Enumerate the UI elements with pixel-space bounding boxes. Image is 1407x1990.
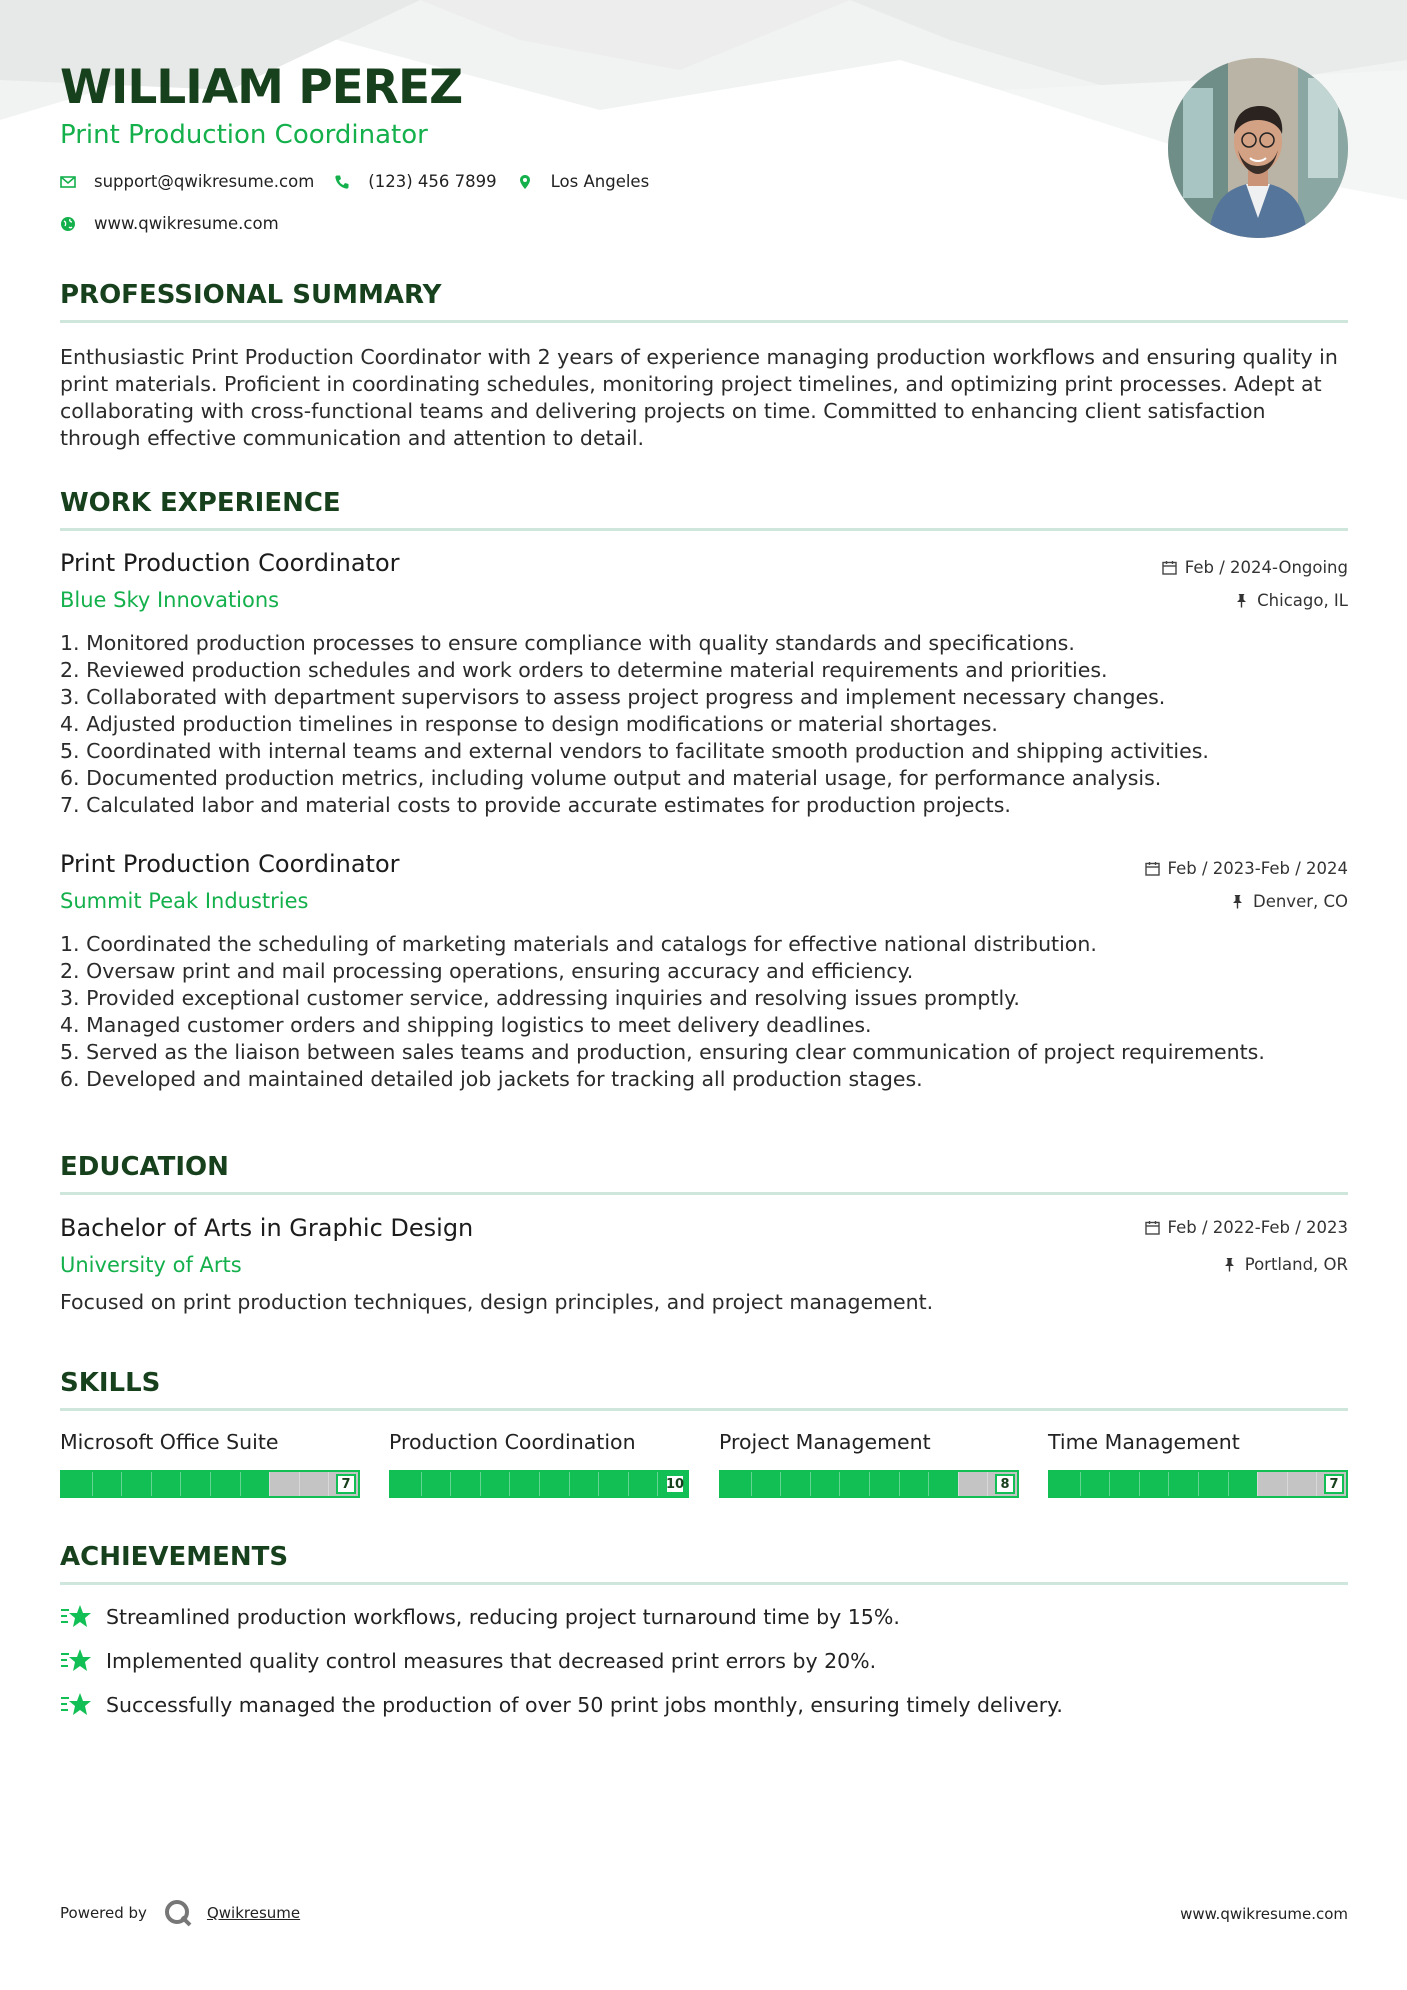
job-dates-text: Feb / 2023-Feb / 2024 — [1167, 859, 1348, 878]
achievement-item — [60, 1691, 1063, 1719]
brand-link[interactable]: Qwikresume — [206, 1904, 301, 1922]
star-badge-icon — [60, 1603, 92, 1631]
skill-bar-segment — [1228, 1472, 1229, 1496]
skill-bar-segment — [299, 1472, 300, 1496]
achievement-text: Successfully managed the production of over 50 print jobs monthly, ensuring timely delivery. — [106, 1693, 1063, 1717]
achievement-text: Streamlined production workflows, reducing project turnaround time by 15%. — [106, 1605, 900, 1629]
star-badge-icon — [60, 1647, 92, 1675]
pushpin-icon — [1234, 593, 1249, 608]
skill-level-fill — [62, 1472, 269, 1496]
contact-location — [517, 172, 650, 191]
list-item: 7. Calculated labor and material costs to provide accurate estimates for production projects. — [60, 793, 1011, 817]
skill-bar-segment — [1316, 1472, 1317, 1496]
location-text: Los Angeles — [550, 172, 650, 191]
skill-bar-segment — [450, 1472, 451, 1496]
achievement-item — [60, 1603, 900, 1631]
skill-item — [60, 1430, 360, 1498]
skill-bar-segment — [928, 1472, 929, 1496]
skill-bar-segment — [210, 1472, 211, 1496]
skill-level-fill — [1050, 1472, 1257, 1496]
profile-photo — [1168, 58, 1348, 238]
globe-icon — [60, 216, 76, 232]
skill-bar-segment — [1080, 1472, 1081, 1496]
calendar-icon — [1145, 1220, 1160, 1235]
pushpin-icon — [1230, 894, 1245, 909]
skill-bar-segment — [780, 1472, 781, 1496]
contact-row-2 — [60, 214, 299, 233]
list-item: 4. Managed customer orders and shipping logistics to meet delivery deadlines. — [60, 1013, 872, 1037]
star-badge-icon — [60, 1691, 92, 1719]
skill-level-value: 7 — [1324, 1474, 1344, 1494]
section-title-skills: SKILLS — [60, 1368, 1348, 1411]
job-title: Print Production Coordinator — [60, 850, 400, 878]
list-item: 3. Collaborated with department supervisors to assess project progress and implement necessary changes. — [60, 685, 1166, 709]
achievement-text: Implemented quality control measures that decreased print errors by 20%. — [106, 1649, 877, 1673]
section-title-experience: WORK EXPERIENCE — [60, 488, 1348, 531]
contact-email[interactable] — [60, 172, 314, 191]
footer-url[interactable]: www.qwikresume.com — [1180, 1905, 1348, 1923]
skill-bar-segment — [1257, 1472, 1258, 1496]
calendar-icon — [1162, 560, 1177, 575]
education-school: University of Arts — [60, 1253, 242, 1277]
resume-page — [60, 0, 1348, 1990]
skill-bar-segment — [657, 1472, 658, 1496]
skill-bar-segment — [1168, 1472, 1169, 1496]
education-location — [1222, 1255, 1348, 1274]
skill-bar-segment — [810, 1472, 811, 1496]
candidate-role: Print Production Coordinator — [60, 120, 428, 150]
section-title-summary: PROFESSIONAL SUMMARY — [60, 280, 1348, 323]
skill-level-bar — [60, 1470, 360, 1498]
email-text: support@qwikresume.com — [94, 172, 315, 191]
skill-bar-segment — [1109, 1472, 1110, 1496]
section-title-education: EDUCATION — [60, 1152, 1348, 1195]
skill-bar-segment — [1139, 1472, 1140, 1496]
skill-bar-segment — [569, 1472, 570, 1496]
footer-powered-by — [60, 1898, 300, 1928]
education-degree: Bachelor of Arts in Graphic Design — [60, 1214, 474, 1242]
education-description: Focused on print production techniques, design principles, and project management. — [60, 1290, 934, 1314]
pushpin-icon — [1222, 1257, 1237, 1272]
job-location — [1230, 892, 1348, 911]
job-dates-text: Feb / 2024-Ongoing — [1184, 558, 1348, 577]
job-location-text: Chicago, IL — [1257, 591, 1348, 610]
skill-level-value: 10 — [665, 1474, 685, 1494]
skill-bar-segment — [899, 1472, 900, 1496]
candidate-name: WILLIAM PEREZ — [60, 60, 463, 115]
qwikresume-logo-icon — [163, 1898, 193, 1928]
phone-icon — [334, 174, 350, 190]
skill-bar-segment — [269, 1472, 270, 1496]
skill-bar-segment — [480, 1472, 481, 1496]
envelope-icon — [60, 174, 76, 190]
skill-level-bar — [719, 1470, 1019, 1498]
skill-bar-segment — [328, 1472, 329, 1496]
list-item: 4. Adjusted production timelines in response to design modifications or material shortages. — [60, 712, 998, 736]
contact-website[interactable] — [60, 214, 279, 233]
education-location-text: Portland, OR — [1244, 1255, 1348, 1274]
skill-bar-segment — [240, 1472, 241, 1496]
skill-bar-segment — [539, 1472, 540, 1496]
achievement-item — [60, 1647, 876, 1675]
education-dates — [1145, 1218, 1348, 1237]
list-item: 1. Monitored production processes to ensure compliance with quality standards and specifications. — [60, 631, 1075, 655]
job-location-text: Denver, CO — [1252, 892, 1348, 911]
skill-bar-segment — [598, 1472, 599, 1496]
skill-name: Microsoft Office Suite — [60, 1430, 279, 1454]
skill-bar-segment — [751, 1472, 752, 1496]
map-pin-icon — [517, 174, 533, 190]
skill-bar-segment — [509, 1472, 510, 1496]
skill-level-bar — [1048, 1470, 1348, 1498]
skill-bar-segment — [1198, 1472, 1199, 1496]
skill-item — [389, 1430, 689, 1498]
website-text: www.qwikresume.com — [94, 214, 279, 233]
list-item: 5. Coordinated with internal teams and external vendors to facilitate smooth production and shipping activities. — [60, 739, 1209, 763]
list-item: 6. Documented production metrics, including volume output and material usage, for performance analysis. — [60, 766, 1162, 790]
calendar-icon — [1145, 861, 1160, 876]
skill-level-value: 7 — [336, 1474, 356, 1494]
job-bullet-list — [60, 931, 1348, 1093]
job-bullet-list — [60, 630, 1348, 819]
job-title: Print Production Coordinator — [60, 549, 400, 577]
skill-level-bar — [389, 1470, 689, 1498]
list-item: 3. Provided exceptional customer service, addressing inquiries and resolving issues promptly. — [60, 986, 1020, 1010]
skill-bar-segment — [1287, 1472, 1288, 1496]
list-item: 5. Served as the liaison between sales teams and production, ensuring clear communication of project requirements. — [60, 1040, 1265, 1064]
job-dates — [1145, 859, 1348, 878]
skill-name: Project Management — [719, 1430, 931, 1454]
job-company: Summit Peak Industries — [60, 889, 309, 913]
summary-text: Enthusiastic Print Production Coordinator with 2 years of experience managing production workflows and ensuring quality in print materials. Proficient in coordinating schedules, monitoring project timelines, and optimizing print processes. Adept at collaborating with cross-functional teams and delivering projects on time. Committed to enhancing client satisfaction through effective communication and attention to detail. — [60, 345, 1338, 450]
list-item: 6. Developed and maintained detailed job jackets for tracking all production stages. — [60, 1067, 923, 1091]
skill-bar-segment — [869, 1472, 870, 1496]
skill-bar-segment — [839, 1472, 840, 1496]
skill-bar-segment — [121, 1472, 122, 1496]
job-location — [1234, 591, 1348, 610]
skill-bar-segment — [628, 1472, 629, 1496]
education-dates-text: Feb / 2022-Feb / 2023 — [1167, 1218, 1348, 1237]
job-dates — [1162, 558, 1348, 577]
skill-bar-segment — [958, 1472, 959, 1496]
powered-by-label: Powered by — [60, 1904, 147, 1922]
list-item: 2. Oversaw print and mail processing operations, ensuring accuracy and efficiency. — [60, 959, 914, 983]
skill-bar-segment — [180, 1472, 181, 1496]
skill-level-value: 8 — [995, 1474, 1015, 1494]
contact-row — [60, 172, 669, 191]
skill-item — [719, 1430, 1019, 1498]
list-item: 1. Coordinated the scheduling of marketing materials and catalogs for effective national distribution. — [60, 932, 1097, 956]
job-company: Blue Sky Innovations — [60, 588, 280, 612]
skill-name: Time Management — [1048, 1430, 1240, 1454]
list-item: 2. Reviewed production schedules and work orders to determine material requirements and priorities. — [60, 658, 1108, 682]
skill-bar-segment — [92, 1472, 93, 1496]
skill-item — [1048, 1430, 1348, 1498]
skill-name: Production Coordination — [389, 1430, 636, 1454]
section-title-achievements: ACHIEVEMENTS — [60, 1542, 1348, 1585]
contact-phone[interactable] — [334, 172, 496, 191]
skill-bar-segment — [151, 1472, 152, 1496]
skill-bar-segment — [421, 1472, 422, 1496]
phone-text: (123) 456 7899 — [368, 172, 497, 191]
skill-bar-segment — [987, 1472, 988, 1496]
